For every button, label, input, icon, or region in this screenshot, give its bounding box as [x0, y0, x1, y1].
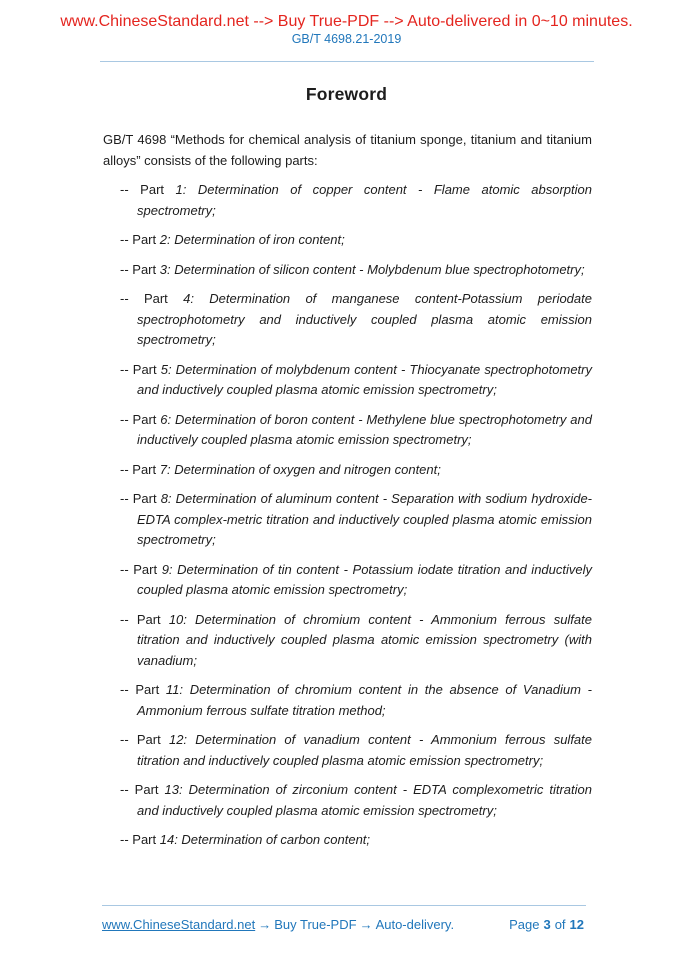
- list-item: [103, 460, 592, 481]
- list-item: [103, 180, 592, 221]
- part-prefix: -- Part: [120, 411, 161, 427]
- list-item: [103, 230, 592, 251]
- part-text: 4: Determination of manganese content-Potassium periodate spectrophotometry and inductively coupled plasma atomic emission spectrometry;: [137, 291, 592, 347]
- page-footer: [102, 905, 586, 932]
- list-item: [103, 260, 592, 281]
- part-text: 12: Determination of vanadium content - Ammonium ferrous sulfate titration and inductively coupled plasma atomic emission spectrometry;: [137, 732, 592, 768]
- part-prefix: -- Part: [120, 782, 165, 797]
- list-item: [103, 489, 592, 551]
- list-item: [103, 830, 592, 851]
- part-prefix: -- Part: [120, 361, 161, 377]
- part-text: 8: Determination of aluminum content - Separation with sodium hydroxide-EDTA complex-metric titration and inductively coupled plasma atomic emission spectrometry;: [137, 491, 593, 547]
- page-total: 12: [569, 917, 584, 932]
- part-text: 5: Determination of molybdenum content - Thiocyanate spectrophotometry and inductively coupled plasma atomic emission spectrometry;: [137, 361, 592, 397]
- part-text: 11: Determination of chromium content in the absence of Vanadium - Ammonium ferrous sulfate titration method;: [137, 682, 592, 718]
- part-prefix: -- Part: [120, 182, 176, 197]
- part-text: 14: Determination of carbon content;: [159, 832, 371, 847]
- list-item: [103, 360, 592, 401]
- part-prefix: -- Part: [120, 461, 160, 477]
- page-indicator: [507, 917, 586, 932]
- part-prefix: -- Part: [120, 832, 160, 847]
- part-text: 1: Determination of copper content - Flame atomic absorption spectrometry;: [137, 182, 592, 218]
- part-prefix: -- Part: [120, 682, 166, 697]
- footer-promo: [102, 917, 454, 932]
- of-label: of: [554, 917, 566, 932]
- page-current: 3: [543, 917, 551, 932]
- part-text: 7: Determination of oxygen and nitrogen content;: [159, 461, 441, 477]
- list-item: [103, 289, 592, 351]
- footer-delivery-label: Auto-delivery.: [375, 917, 455, 932]
- part-prefix: -- Part: [120, 291, 184, 306]
- part-text: 10: Determination of chromium content - Ammonium ferrous sulfate titration and inductively coupled plasma atomic emission spectrometry (with vanadium;: [137, 611, 592, 668]
- part-prefix: -- Part: [120, 232, 160, 247]
- part-text: 9: Determination of tin content - Potassium iodate titration and inductively coupled plasma atomic emission spectrometry;: [137, 561, 592, 597]
- list-item: [103, 730, 592, 771]
- list-item: [103, 680, 592, 721]
- part-prefix: -- Part: [120, 611, 169, 627]
- part-text: 6: Determination of boron content - Methylene blue spectrophotometry and inductively coupled plasma atomic emission spectrometry;: [137, 411, 592, 447]
- list-item: [103, 410, 592, 451]
- page-label: Page: [509, 917, 540, 932]
- list-item: [103, 560, 592, 601]
- part-text: 3: Determination of silicon content - Molybdenum blue spectrophotometry;: [159, 261, 585, 277]
- page-title: Foreword: [305, 84, 388, 104]
- arrow-right-icon: →: [258, 917, 272, 932]
- parts-list: [103, 180, 592, 851]
- intro-paragraph: GB/T 4698 “Methods for chemical analysis of titanium sponge, titanium and titanium alloys” consists of the following parts:: [103, 132, 592, 168]
- part-prefix: -- Part: [120, 491, 161, 506]
- standard-number: GB/T 4698.21-2019: [291, 32, 402, 46]
- footer-website-link[interactable]: www.ChineseStandard.net: [102, 917, 256, 932]
- part-text: 2: Determination of iron content;: [159, 232, 345, 247]
- list-item: [103, 610, 592, 672]
- header-divider: [100, 61, 594, 62]
- part-prefix: -- Part: [120, 261, 160, 277]
- list-item: [103, 780, 592, 821]
- part-prefix: -- Part: [120, 561, 162, 577]
- arrow-right-icon: →: [359, 917, 373, 932]
- document-body: [103, 130, 592, 851]
- promo-banner: www.ChineseStandard.net --> Buy True-PDF --> Auto-delivered in 0~10 minutes.: [60, 13, 633, 30]
- part-prefix: -- Part: [120, 732, 169, 747]
- part-text: 13: Determination of zirconium content - EDTA complexometric titration and inductively coupled plasma atomic emission spectrometry;: [137, 782, 592, 818]
- footer-buy-label: Buy True-PDF: [274, 917, 357, 932]
- page-header: [0, 0, 693, 62]
